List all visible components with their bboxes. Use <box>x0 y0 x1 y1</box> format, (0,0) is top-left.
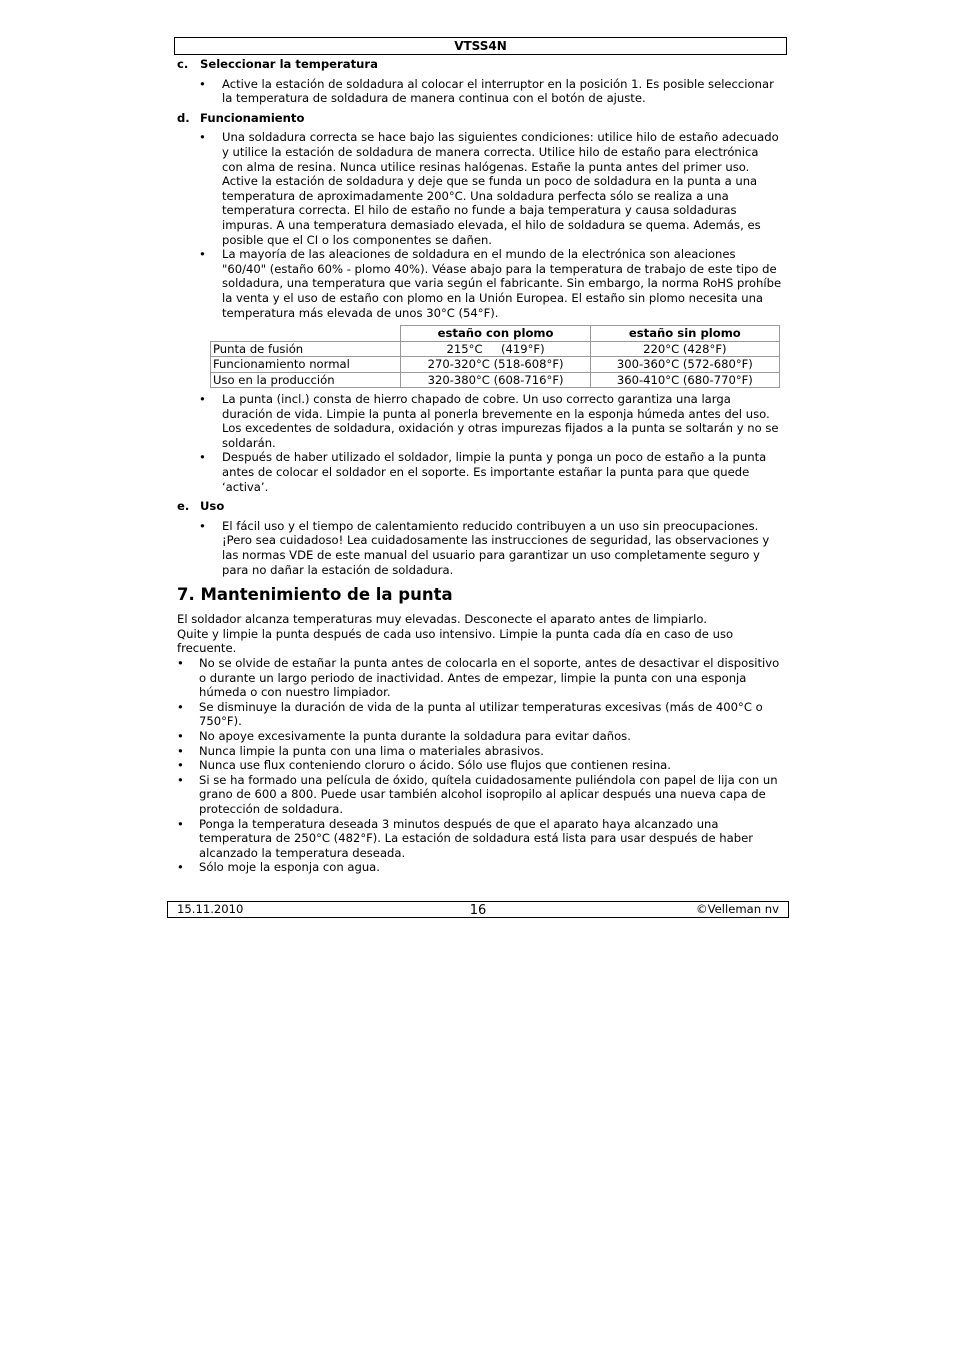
table-cell: 360-410°C (680-770°F) <box>590 372 779 388</box>
section-letter: e. <box>177 499 190 514</box>
section-c-heading <box>177 57 782 72</box>
table-header-cell: estaño con plomo <box>401 326 590 342</box>
list-item: • Nunca limpie la punta con una lima o materiales abrasivos. <box>177 744 782 759</box>
maintenance-intro: Quite y limpie la punta después de cada uso intensivo. Limpie la punta cada día en caso de uso frecuente. <box>177 626 734 656</box>
list-item: • Nunca use flux conteniendo cloruro o ácido. Sólo use flujos que contienen resina. <box>177 758 782 773</box>
footer-copyright: ©Velleman nv <box>696 902 779 916</box>
table-cell: 215°C (419°F) <box>401 341 590 357</box>
section-d-list-continued <box>177 392 782 494</box>
table-cell: Funcionamiento normal <box>211 357 401 373</box>
table-cell: Punta de fusión <box>211 341 401 357</box>
table-cell: 320-380°C (608-716°F) <box>401 372 590 388</box>
table-cell: 270-320°C (518-608°F) <box>401 357 590 373</box>
page-footer <box>167 901 789 918</box>
table-cell: Uso en la producción <box>211 372 401 388</box>
section-e-heading <box>177 499 782 514</box>
list-item: • La punta (incl.) consta de hierro chapado de cobre. Un uso correcto garantiza una larga duración de vida. Limpie la punta al ponerla brevemente en la esponja húmeda antes del uso. Los excedentes de soldadura, oxidación y otras impurezas fijados a la punta se soltarán y no se soldarán. <box>177 392 782 450</box>
section-title: Seleccionar la temperatura <box>200 57 378 71</box>
section-letter: c. <box>177 57 189 71</box>
solder-temperature-table <box>210 325 780 388</box>
footer-date: 15.11.2010 <box>177 902 244 916</box>
maintenance-heading: 7. Mantenimiento de la punta <box>177 585 453 605</box>
list-item: • La mayoría de las aleaciones de soldadura en el mundo de la electrónica son aleaciones "60/40" (estaño 60% - plomo 40%). Véase abajo para la temperatura de trabajo de este tipo de soldadura, una temperatura que varia según el fabricante. Sin embargo, la norma RoHS prohíbe la venta y el uso de estaño con plomo en la Unión Europea. El estaño sin plomo necesita una temperatura más elevada de unos 30°C (54°F). <box>177 247 782 320</box>
list-item: • No apoye excesivamente la punta durante la soldadura para evitar daños. <box>177 729 782 744</box>
table-header-cell: estaño sin plomo <box>590 326 779 342</box>
maintenance-intro: El soldador alcanza temperaturas muy elevadas. Desconecte el aparato antes de limpiarlo. <box>177 612 707 627</box>
list-item: • El fácil uso y el tiempo de calentamiento reducido contribuyen a un uso sin preocupaciones. ¡Pero sea cuidadoso! Lea cuidadosamente las instrucciones de seguridad, las observaciones y las normas VDE de este manual del usuario para garantizar un uso completamente seguro y para no dañar la estación de soldadura. <box>177 519 782 577</box>
list-item: • No se olvide de estañar la punta antes de colocarla en el soporte, antes de desactivar el dispositivo o durante un largo periodo de inactividad. Antes de empezar, limpie la punta con una esponja húmeda o con nuestro limpiador. <box>177 656 782 700</box>
list-item: • Una soldadura correcta se hace bajo las siguientes condiciones: utilice hilo de estaño adecuado y utilice la estación de soldadura de manera correcta. Utilice hilo de estaño para electrónica con alma de resina. Nunca utilice resinas halógenas. Estañe la punta antes del primer uso. Active la estación de soldadura y deje que se funda un poco de soldadura en la punta a una temperatura de aproximadamente 200°C. Una soldadura perfecta sólo se realiza a una temperatura correcta. El hilo de estaño no funde a baja temperatura y causa soldaduras impuras. A una temperatura demasiado elevada, el hilo de soldadura se quema. Además, es posible que el CI o los componentes se dañen. <box>177 130 782 247</box>
list-item: • Ponga la temperatura deseada 3 minutos después de que el aparato haya alcanzado una temperatura de 250°C (482°F). La estación de soldadura está lista para usar después de haber alcanzado la temperatura deseada. <box>177 817 782 861</box>
section-c-list <box>177 77 782 106</box>
table-row <box>211 372 780 388</box>
list-item: • Se disminuye la duración de vida de la punta al utilizar temperaturas excesivas (más de 400°C o 750°F). <box>177 700 782 729</box>
list-item: • Después de haber utilizado el soldador, limpie la punta y ponga un poco de estaño a la punta antes de colocar el soldador en el soporte. Es importante estañar la punta para que quede ‘activa’. <box>177 450 782 494</box>
page-header <box>174 37 787 55</box>
model-name: VTSS4N <box>454 39 507 53</box>
table-cell: 220°C (428°F) <box>590 341 779 357</box>
section-e-list <box>177 519 782 577</box>
section-letter: d. <box>177 110 190 125</box>
list-item: • Si se ha formado una película de óxido, quítela cuidadosamente puliéndola con papel de lija con un grano de 600 a 800. Puede usar también alcohol isopropilo al aplicar después una nueva capa de protección de soldadura. <box>177 773 782 817</box>
maintenance-list <box>177 656 782 875</box>
list-item: • Sólo moje la esponja con agua. <box>177 860 782 875</box>
table-row <box>211 341 780 357</box>
table-cell: 300-360°C (572-680°F) <box>590 357 779 373</box>
page-number: 16 <box>469 903 487 918</box>
section-d-list <box>177 130 782 320</box>
section-d-heading <box>177 111 782 126</box>
section-title: Uso <box>200 499 225 514</box>
section-title: Funcionamiento <box>200 110 305 125</box>
table-header-row <box>211 326 780 342</box>
list-item: • Active la estación de soldadura al colocar el interruptor en la posición 1. Es posible seleccionar la temperatura de soldadura de manera continua con el botón de ajuste. <box>177 77 782 106</box>
table-row <box>211 357 780 373</box>
document-body <box>177 56 782 875</box>
table-header-cell <box>211 326 401 342</box>
